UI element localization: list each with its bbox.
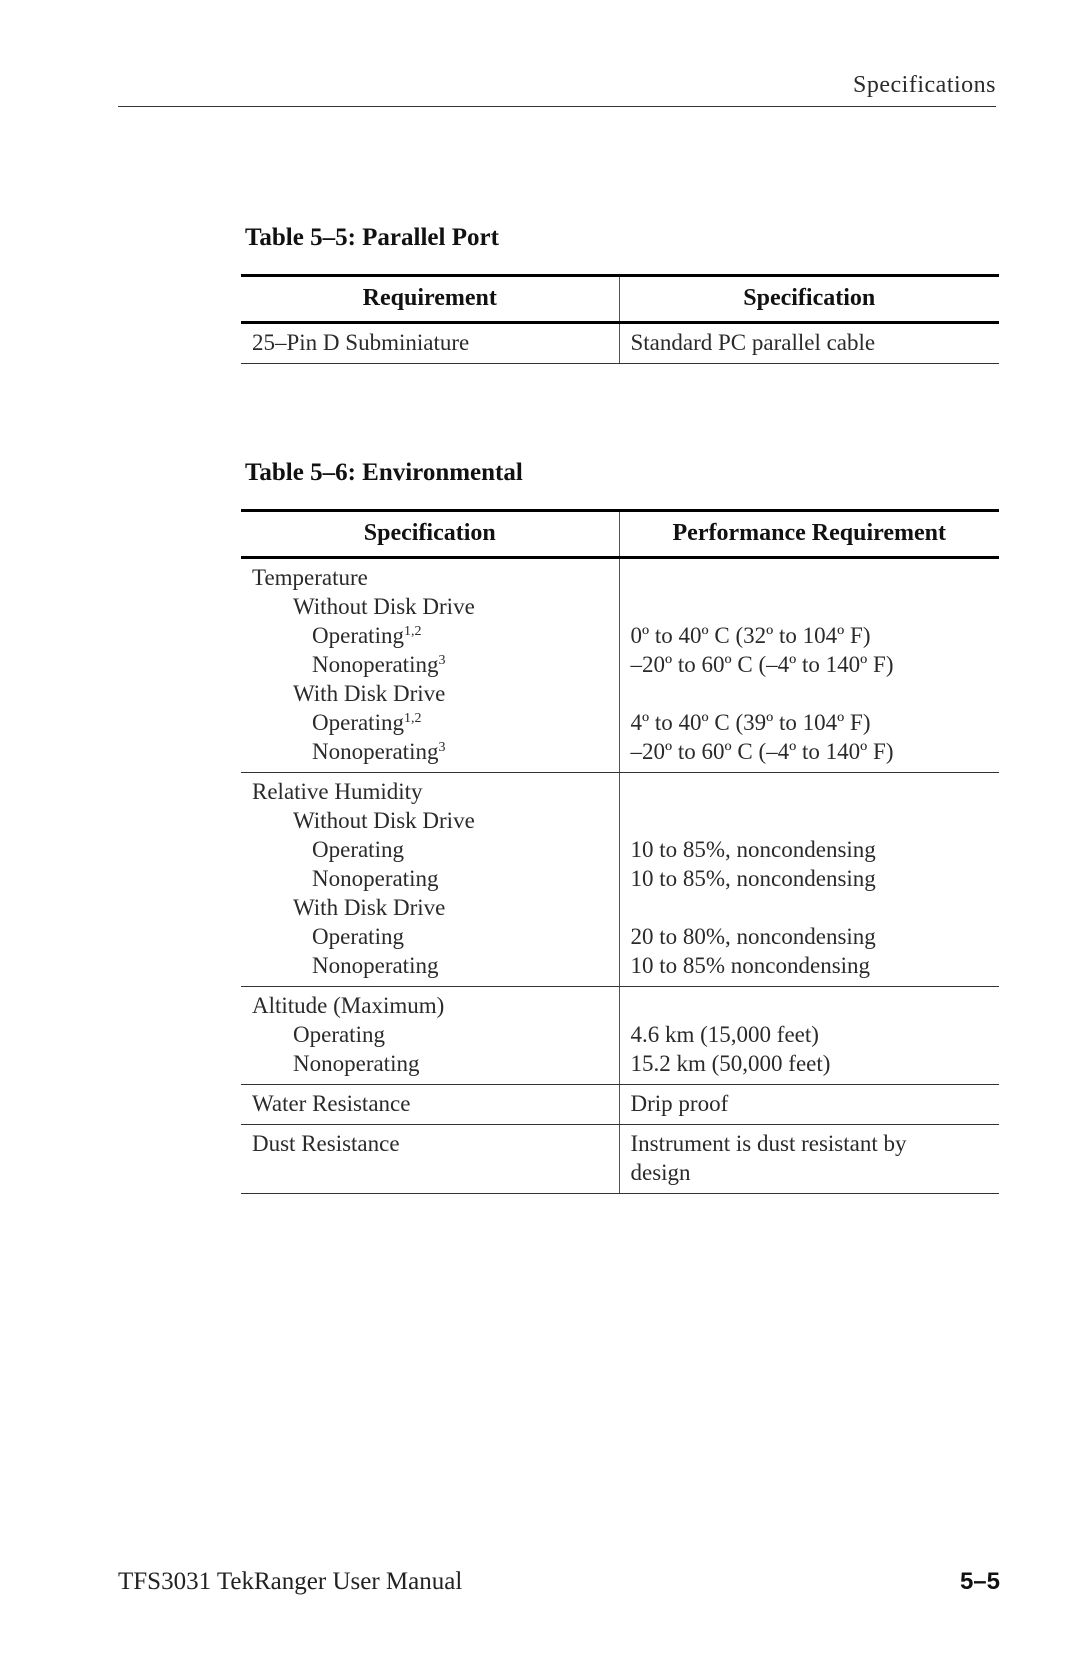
specification-cell: Standard PC parallel cable: [619, 323, 999, 364]
table-5-6-caption: Table 5–6: Environmental: [245, 459, 523, 486]
footnote-marker: 3: [438, 653, 446, 668]
spec-cell: [241, 987, 619, 1085]
value-cell: [619, 1085, 999, 1125]
spec-cell: [241, 558, 619, 773]
condition-text: Operating: [312, 710, 404, 735]
value-text: –20º to 60º C (–4º to 140º F): [630, 739, 894, 764]
table-header-row: [241, 276, 999, 323]
header-rule: [118, 106, 996, 107]
environmental-table: [241, 509, 999, 1194]
condition-label: Operating: [293, 1022, 385, 1047]
table-5-5-caption: Table 5–5: Parallel Port: [245, 224, 499, 251]
condition-label: [252, 708, 619, 737]
column-header-specification: Specification: [363, 520, 496, 546]
section-label-dust: Dust Resistance: [252, 1131, 400, 1156]
value-cell: [619, 987, 999, 1085]
value-text: 10 to 85%, noncondensing: [630, 837, 876, 862]
subsection-label: With Disk Drive: [293, 681, 446, 706]
value-text: 4º to 40º C (39º to 104º F): [630, 710, 871, 735]
footnote-marker: 1,2: [403, 711, 422, 726]
value-text: 0º to 40º C (32º to 104º F): [630, 623, 871, 648]
table-row: [241, 323, 999, 364]
condition-label: Operating: [312, 924, 404, 949]
section-label-humidity: Relative Humidity: [252, 779, 423, 804]
condition-label: Nonoperating: [312, 866, 439, 891]
table-row-humidity: [241, 773, 999, 987]
condition-label: [252, 737, 619, 766]
value-text: Drip proof: [630, 1091, 729, 1116]
page-header-title: Specifications: [853, 72, 996, 98]
table-row-dust: [241, 1125, 999, 1194]
footer-manual-title: TFS3031 TekRanger User Manual: [118, 1568, 463, 1595]
table-row-water: [241, 1085, 999, 1125]
subsection-label: With Disk Drive: [293, 895, 446, 920]
value-text: Instrument is dust resistant by: [630, 1131, 907, 1156]
condition-label: Operating: [312, 837, 404, 862]
spec-cell: [241, 1085, 619, 1125]
section-label-water: Water Resistance: [252, 1091, 411, 1116]
value-cell: [619, 773, 999, 987]
condition-label: Nonoperating: [293, 1051, 420, 1076]
condition-label: [252, 650, 619, 679]
value-text: 4.6 km (15,000 feet): [630, 1022, 819, 1047]
condition-label: Nonoperating: [312, 953, 439, 978]
value-text: design: [630, 1160, 691, 1185]
subsection-label: Without Disk Drive: [293, 594, 475, 619]
condition-text: Nonoperating: [312, 739, 439, 764]
column-header-performance-requirement: Performance Requirement: [619, 511, 999, 558]
value-text: –20º to 60º C (–4º to 140º F): [630, 652, 894, 677]
value-text: 10 to 85% noncondensing: [630, 953, 871, 978]
section-label-altitude: Altitude (Maximum): [252, 993, 445, 1018]
footnote-marker: 3: [438, 740, 446, 755]
condition-text: Nonoperating: [312, 652, 439, 677]
requirement-cell: 25–Pin D Subminiature: [241, 323, 619, 364]
condition-label: [252, 621, 619, 650]
value-text: 10 to 85%, noncondensing: [630, 866, 876, 891]
subsection-label: Without Disk Drive: [293, 808, 475, 833]
footer-page-number: 5–5: [959, 1568, 1000, 1595]
parallel-port-table: [241, 274, 999, 364]
condition-text: Operating: [312, 623, 404, 648]
spec-cell: [241, 773, 619, 987]
column-header-specification: Specification: [619, 276, 999, 323]
table-row-temperature: [241, 558, 999, 773]
value-text: 15.2 km (50,000 feet): [630, 1051, 831, 1076]
table-row-altitude: [241, 987, 999, 1085]
spec-cell: [241, 1125, 619, 1194]
value-cell: [619, 1125, 999, 1194]
value-cell: [619, 558, 999, 773]
section-label-temperature: Temperature: [252, 565, 368, 590]
table-header-row: [241, 511, 999, 558]
value-text: 20 to 80%, noncondensing: [630, 924, 876, 949]
column-header-requirement: Requirement: [362, 285, 497, 311]
footnote-marker: 1,2: [403, 624, 422, 639]
